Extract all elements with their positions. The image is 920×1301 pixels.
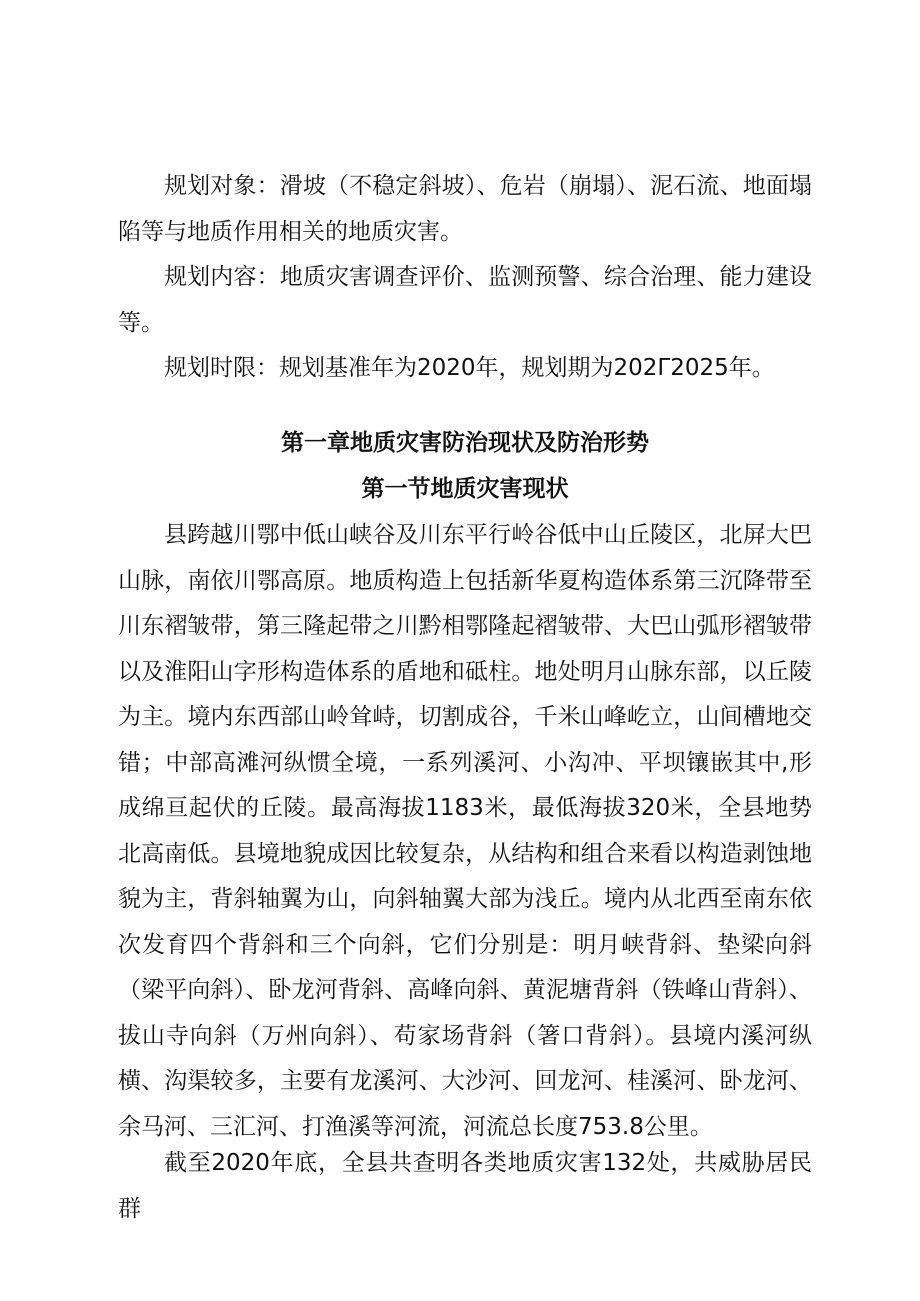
paragraph-planning-period: 规划时限：规划基准年为2020年，规划期为202Γ2025年。: [164, 355, 775, 381]
section-title: 第一节地质灾害现状: [361, 476, 569, 502]
chapter-title: 第一章地质灾害防治现状及防治形势: [281, 430, 649, 456]
paragraph-hazard-count: 截至2020年底，全县共查明各类地质灾害132处，共威胁居民群: [118, 1150, 812, 1222]
paragraph-planning-content: 规划内容：地质灾害调查评价、监测预警、综合治理、能力建设等。: [118, 264, 812, 336]
paragraph-planning-object: 规划对象：滑坡（不稳定斜坡）、危岩（崩塌）、泥石流、地面塌陷等与地质作用相关的地质灾害。: [118, 173, 812, 245]
paragraph-geology-overview: 县跨越川鄂中低山峡谷及川东平行岭谷低中山丘陵区，北屏大巴山脉，南依川鄂高原。地质构造上包括新华夏构造体系第三沉降带至川东褶皱带，第三隆起带之川黔相鄂隆起褶皱带、大巴山弧形褶皱带以及淮阳山字形构造体系的盾地和砥柱。地处明月山脉东部，以丘陵为主。境内东西部山岭耸峙，切割成谷，千米山峰屹立，山间槽地交错；中部高滩河纵惯全境，一系列溪河、小沟冲、平坝镶嵌其中,形成绵亘起伏的丘陵。最高海拔1183米，最低海拔320米，全县地势北高南低。县境地貌成因比较复杂，从结构和组合来看以构造剥蚀地貌为主，背斜轴翼为山，向斜轴翼大部为浅丘。境内从北西至南东依次发育四个背斜和三个向斜，它们分别是：明月峡背斜、垫梁向斜（梁平向斜）、卧龙河背斜、高峰向斜、黄泥塘背斜（铁峰山背斜）、拔山寺向斜（万州向斜）、苟家场背斜（箸口背斜）。县境内溪河纵横、沟渠较多，主要有龙溪河、大沙河、回龙河、桂溪河、卧龙河、余马河、三汇河、打渔溪等河流，河流总长度753.8公里。: [118, 522, 812, 1140]
